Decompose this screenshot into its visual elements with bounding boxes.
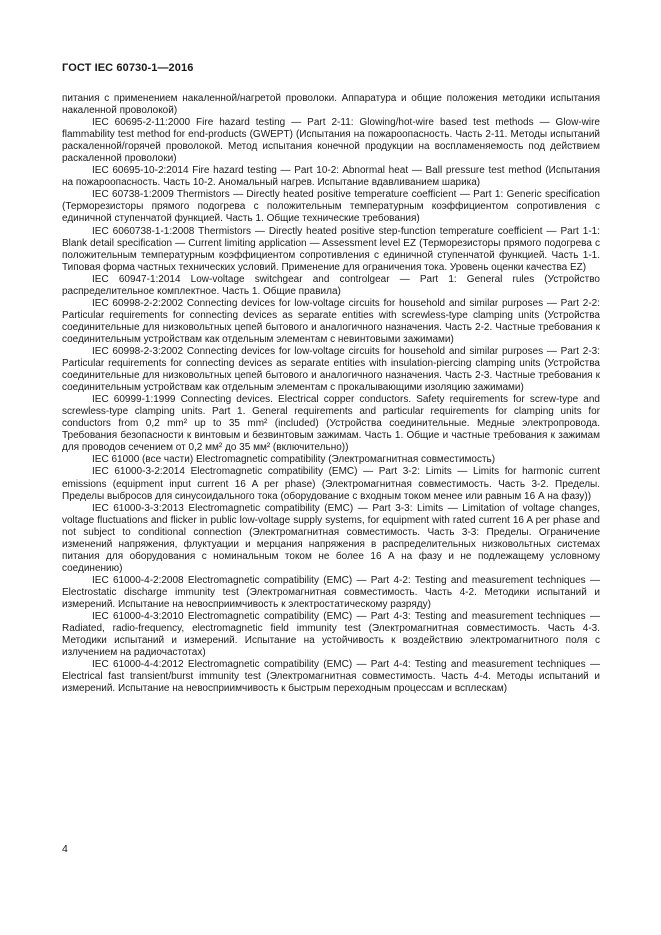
reference-paragraph: IEC 61000-3-3:2013 Electromagnetic compatibility (EMC) — Part 3-3: Limits — Limitation of voltage changes, voltage fluctuations and flicker in public low-voltage supply systems, for equipment with rated current 16 A per phase and not subject to conditional connection (Электромагнитная совместимость. Часть 3-3: Пределы. Ограничение изменений напряжения, флуктуации и мерцания напряжения в распределительных низковольтных системах питания для оборудования с номинальным током не более 16 А на фазу и не подлежащему условному соединению) bbox=[62, 502, 600, 574]
page-number: 4 bbox=[62, 843, 68, 855]
reference-paragraph: IEC 61000-4-2:2008 Electromagnetic compatibility (EMC) — Part 4-2: Testing and measurement techniques — Electrostatic discharge immunity test (Электромагнитная совместимость. Часть 4-2. Методики испытаний и измерений. Испытание на невосприимчивость к электростатическому разряду) bbox=[62, 574, 600, 610]
reference-paragraph: IEC 61000-4-3:2010 Electromagnetic compatibility (EMC) — Part 4-3: Testing and measurement techniques — Radiated, radio-frequency, electromagnetic field immunity test (Электромагнитная совместимость. Часть 4-3. Методики испытаний и измерений. Испытание на устойчивость к воздействию электромагнитного поля с излучением на радиочастотах) bbox=[62, 611, 600, 659]
reference-paragraph: IEC 60947-1:2014 Low-voltage switchgear and controlgear — Part 1: General rules (Устройство распределительное комплектное. Часть 1. Общие правила) bbox=[62, 273, 600, 297]
reference-paragraph: IEC 61000-4-4:2012 Electromagnetic compatibility (EMC) — Part 4-4: Testing and measurement techniques — Electrical fast transient/burst immunity test (Электромагнитная совместимость. Часть 4-4. Методы испытаний и измерений. Испытание на невосприимчивость к быстрым переходным процессам и всплескам) bbox=[62, 659, 600, 695]
reference-paragraph: IEC 60695-2-11:2000 Fire hazard testing — Part 2-11: Glowing/hot-wire based test methods — Glow-wire flammability test method for end-products (GWEPT) (Испытания на пожароопасность. Часть 2-11. Методы испытаний раскаленной/горячей проволокой. Метод испытания конечной продукции на воспламеняемость под действием раскаленной проволоки) bbox=[62, 117, 600, 165]
reference-paragraph: IEC 60998-2-3:2002 Connecting devices for low-voltage circuits for household and similar purposes — Part 2-3: Particular requirements for connecting devices as separate entities with insulation-piercing clamping units (Устройства соединительные для низковольтных цепей бытового и аналогичного назначения. Часть 2-3. Частные требования к соединительным устройствам как отдельным элементам с прокалывающими изоляцию зажимами) bbox=[62, 345, 600, 394]
document-code-header: ГОСТ IEC 60730-1—2016 bbox=[62, 62, 194, 74]
reference-paragraph: IEC 60738-1:2009 Thermistors — Directly heated positive temperature coefficient — Part 1: Generic specification (Терморезисторы прямого подогрева с положительным температурным коэффициентом сопротивления с единичной ступенчатой функцией. Часть 1. Общие технические требования) bbox=[62, 189, 600, 225]
reference-paragraph: IEC 60695-10-2:2014 Fire hazard testing — Part 10-2: Abnormal heat — Ball pressure test method (Испытания на пожароопасность. Часть 10-2. Аномальный нагрев. Испытание вдавливанием шарика) bbox=[62, 165, 600, 189]
reference-paragraph: IEC 60998-2-2:2002 Connecting devices for low-voltage circuits for household and similar purposes — Part 2-2: Particular requirements for connecting devices as separate entities with screwless-type clamping units (Устройства соединительные для низковольтных цепей бытового и аналогичного назначения. Часть 2-2. Частные требования к соединительным устройствам как отдельным элементам с невинтовыми зажимами) bbox=[62, 297, 600, 345]
reference-paragraph: IEC 6060738-1-1:2008 Thermistors — Directly heated positive step-function temperature coefficient — Part 1-1: Blank detail specification — Current limiting application — Assessment level EZ (Терморезисторы прямого подогрева с положительным температурным коэффициентом сопротивления с единичной ступенчатой функцией. Часть 1-1. Типовая форма частных технических условий. Применение для ограничения тока. Уровень оценки качества EZ) bbox=[62, 225, 600, 273]
references-list bbox=[62, 93, 600, 695]
reference-paragraph: IEC 60999-1:1999 Connecting devices. Electrical copper conductors. Safety requirements for screw-type and screwless-type clamping units. Part 1. General requirements and particular requirements for clamping units for conductors from 0,2 mm² up to 35 mm² (included) (Устройства соединительные. Медные электропровода. Требования безопасности к винтовым и безвинтовым зажимам. Часть 1. Общие и частные требования к зажимам для проводов сечением от 0,2 мм² до 35 мм² (включительно)) bbox=[62, 394, 600, 454]
reference-paragraph: питания с применением накаленной/нагретой проволоки. Аппаратура и общие положения методики испытания накаленной проволокой) bbox=[62, 93, 600, 117]
reference-paragraph: IEC 61000-3-2:2014 Electromagnetic compatibility (EMC) — Part 3-2: Limits — Limits for harmonic current emissions (equipment input current 16 A per phase) (Электромагнитная совместимость. Часть 3-2. Пределы. Пределы выбросов для синусоидального тока (оборудование с входным током менее или равным 16 А на фазу)) bbox=[62, 466, 600, 502]
reference-paragraph: IEC 61000 (все части) Electromagnetic compatibility (Электромагнитная совместимость) bbox=[92, 454, 496, 466]
